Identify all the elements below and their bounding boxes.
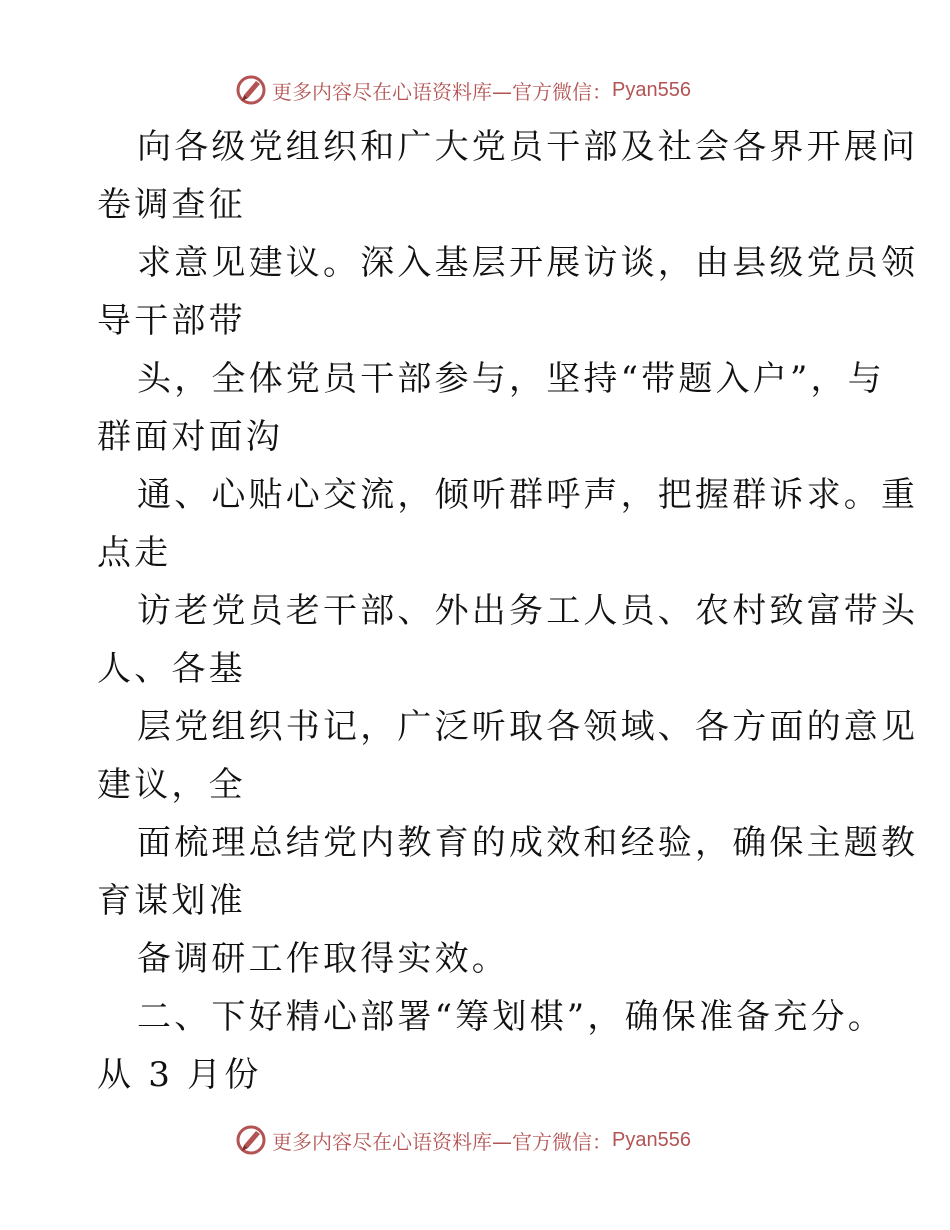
watermark-text: 更多内容尽在心语资料库—官方微信： (272, 1129, 612, 1154)
watermark-handle: Pyan556 (612, 78, 691, 101)
text-line: 二、下好精心部署“筹划棋”，确保准备充分。 (137, 997, 885, 1037)
watermark-handle: Pyan556 (612, 1128, 691, 1151)
text-line: 卷调查征 (97, 185, 246, 225)
text-line: 访老党员老干部、外出务工人员、农村致富带头 (137, 591, 919, 631)
text-line: 建议，全 (97, 765, 246, 805)
text-line: 备调研工作取得实效。 (137, 939, 509, 979)
watermark-banner-top (234, 72, 754, 108)
text-line: 通、心贴心交流，倾听群呼声，把握群诉求。重 (137, 475, 919, 515)
text-line: 人、各基 (97, 649, 246, 689)
text-line: 从 3 月份 (97, 1055, 262, 1095)
text-line: 群面对面沟 (97, 417, 283, 457)
text-line: 头，全体党员干部参与，坚持“带题入户”，与 (137, 359, 885, 399)
text-line: 点走 (97, 533, 172, 573)
text-line: 向各级党组织和广大党员干部及社会各界开展问 (137, 127, 919, 167)
text-line: 层党组织书记，广泛听取各领域、各方面的意见 (137, 707, 919, 747)
text-line: 求意见建议。深入基层开展访谈，由县级党员领 (137, 243, 919, 283)
text-line: 导干部带 (97, 301, 246, 341)
watermark-text: 更多内容尽在心语资料库—官方微信： (272, 79, 612, 104)
text-line: 育谋划准 (97, 881, 246, 921)
watermark-banner-bottom (234, 1122, 754, 1158)
text-line: 面梳理总结党内教育的成效和经验，确保主题教 (137, 823, 919, 863)
pen-logo-icon (234, 73, 268, 107)
pen-logo-icon (234, 1123, 268, 1157)
body-text (97, 118, 919, 1104)
